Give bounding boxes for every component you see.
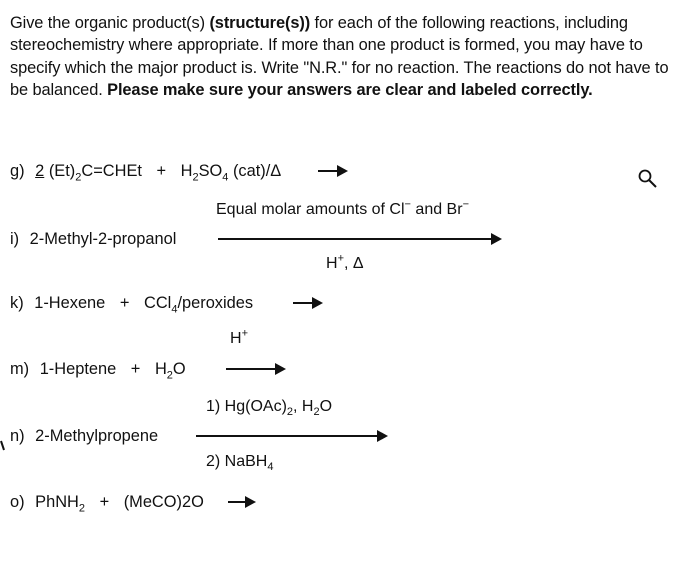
subscript: 2	[78, 502, 85, 515]
condition-text: 1) Hg(OAc)	[206, 398, 287, 415]
reaction-o	[10, 492, 204, 515]
superscript: −	[462, 198, 469, 211]
instructions	[10, 12, 690, 101]
condition-above	[230, 327, 248, 348]
reagent-text: H	[180, 162, 193, 180]
reaction-label: g)	[10, 162, 25, 180]
superscript: −	[404, 198, 411, 211]
reactant-text: 2-Methylpropene	[35, 427, 159, 445]
condition-below	[326, 252, 364, 273]
subscript: 4	[267, 461, 274, 474]
plus-sign: +	[119, 294, 130, 312]
subscript: 2	[286, 406, 294, 419]
condition-text: Equal molar amounts of Cl	[216, 201, 405, 218]
condition-above	[206, 398, 333, 419]
subscript: 4	[171, 303, 178, 316]
superscript: +	[241, 327, 248, 340]
reaction-arrow	[293, 296, 323, 310]
subscript: 2	[313, 406, 320, 419]
reaction-n	[10, 426, 158, 446]
plus-sign: +	[99, 493, 110, 511]
reactant-text: PhNH	[35, 493, 79, 511]
pen-mark-icon	[0, 440, 8, 452]
reaction-label: m)	[10, 360, 30, 378]
condition-below	[206, 453, 274, 474]
superscript: +	[337, 252, 344, 265]
instructions-text-2: for each of the following reactions, including stereochemistry where appropriate. If more than one product is formed, you may have to specify which the major product is. Write "N.R." for no reaction. The reactions do not have to be balanced.	[10, 14, 669, 99]
reaction-arrow	[196, 429, 388, 443]
coefficient: 2	[35, 162, 45, 180]
plus-sign: +	[130, 360, 141, 378]
reaction-arrow	[318, 164, 348, 178]
condition-text: H	[230, 330, 242, 347]
condition-text: , H	[293, 398, 314, 415]
reaction-i	[10, 229, 176, 249]
reaction-arrow	[228, 495, 256, 509]
reaction-label: n)	[10, 427, 25, 445]
reactant-text: 1-Hexene	[34, 294, 106, 312]
subscript: 4	[222, 171, 229, 184]
condition-text: H	[326, 255, 338, 272]
reactant-text: (Et)	[48, 162, 76, 180]
reagent-text: (cat)/Δ	[228, 162, 282, 180]
reaction-g	[10, 161, 282, 184]
reagent-text: CCl	[144, 294, 172, 312]
magnifier-icon[interactable]	[636, 168, 662, 190]
condition-above	[216, 198, 469, 219]
reagent-text: H	[154, 360, 167, 378]
reaction-k	[10, 293, 254, 316]
subscript: 2	[75, 171, 82, 184]
instructions-bold-note: Please make sure your answers are clear and labeled correctly.	[107, 80, 593, 99]
reagent-text: SO	[198, 162, 223, 180]
condition-text: O	[319, 398, 333, 415]
reaction-label: i)	[10, 230, 20, 248]
reagent-text: (MeCO)2O	[123, 493, 204, 511]
reagent-text: O	[172, 360, 186, 378]
condition-text: 2) NaBH	[206, 453, 268, 470]
reaction-arrow	[218, 232, 502, 246]
condition-text: , Δ	[344, 255, 364, 272]
reagent-text: /peroxides	[177, 294, 254, 312]
reactant-text: C=CHEt	[81, 162, 142, 180]
reactant-text: 1-Heptene	[39, 360, 117, 378]
instructions-text: Give the organic product(s)	[10, 14, 210, 32]
instructions-bold-structures: (structure(s))	[209, 14, 311, 32]
subscript: 2	[192, 171, 199, 184]
reaction-arrow	[226, 362, 286, 376]
condition-text: and Br	[410, 201, 463, 218]
reaction-label: k)	[10, 294, 24, 312]
reaction-label: o)	[10, 493, 25, 511]
reactant-text: 2-Methyl-2-propanol	[29, 230, 177, 248]
plus-sign: +	[156, 162, 167, 180]
subscript: 2	[166, 369, 173, 382]
reaction-m	[10, 359, 186, 382]
